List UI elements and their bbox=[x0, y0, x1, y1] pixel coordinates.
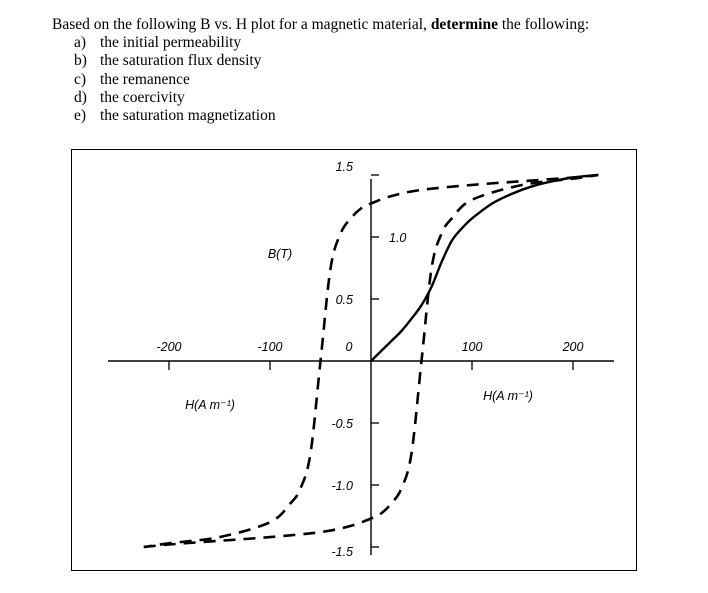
y-tick-label: -1.5 bbox=[331, 545, 353, 559]
part-text: the coercivity bbox=[100, 88, 185, 106]
part-item bbox=[74, 34, 692, 52]
parts-list bbox=[52, 34, 692, 125]
part-text: the remanence bbox=[100, 70, 190, 88]
part-item bbox=[74, 89, 692, 107]
intro-after: the following: bbox=[497, 16, 590, 33]
x-tick-label: -200 bbox=[156, 340, 182, 354]
problem-statement bbox=[52, 16, 692, 125]
part-letter: b) bbox=[74, 52, 87, 70]
y-tick-label: 0.5 bbox=[335, 293, 353, 307]
x-axis-title-right: H(A m⁻¹) bbox=[483, 389, 533, 403]
part-item bbox=[74, 52, 692, 70]
origin-label: 0 bbox=[345, 340, 353, 354]
y-tick-label: -1.0 bbox=[331, 479, 353, 493]
x-tick-label: 100 bbox=[461, 340, 483, 354]
intro-bold-keyword: determine bbox=[430, 16, 498, 33]
y-axis-title: B(T) bbox=[267, 247, 293, 261]
x-tick-label: -100 bbox=[257, 340, 283, 354]
part-text: the initial permeability bbox=[100, 34, 242, 52]
part-letter: e) bbox=[74, 107, 87, 125]
part-letter: d) bbox=[74, 88, 87, 106]
part-item bbox=[74, 71, 692, 89]
bh-plot-figure bbox=[71, 149, 637, 571]
initial-magnetization-curve bbox=[371, 175, 598, 361]
y-tick-label: 1.5 bbox=[335, 160, 353, 174]
part-text: the saturation magnetization bbox=[100, 107, 276, 125]
bh-hysteresis-chart bbox=[72, 150, 635, 569]
part-item bbox=[74, 107, 692, 125]
y-tick-label: -0.5 bbox=[331, 417, 353, 431]
part-letter: a) bbox=[74, 34, 87, 52]
part-text: the saturation flux density bbox=[100, 52, 262, 70]
y-tick-label: 1.0 bbox=[389, 231, 407, 245]
x-axis-title-left: H(A m⁻¹) bbox=[185, 398, 235, 412]
intro-before: Based on the following B vs. H plot for a magnetic material, bbox=[52, 16, 431, 33]
part-letter: c) bbox=[74, 70, 87, 88]
problem-intro bbox=[52, 16, 692, 34]
x-tick-label: 200 bbox=[562, 340, 584, 354]
